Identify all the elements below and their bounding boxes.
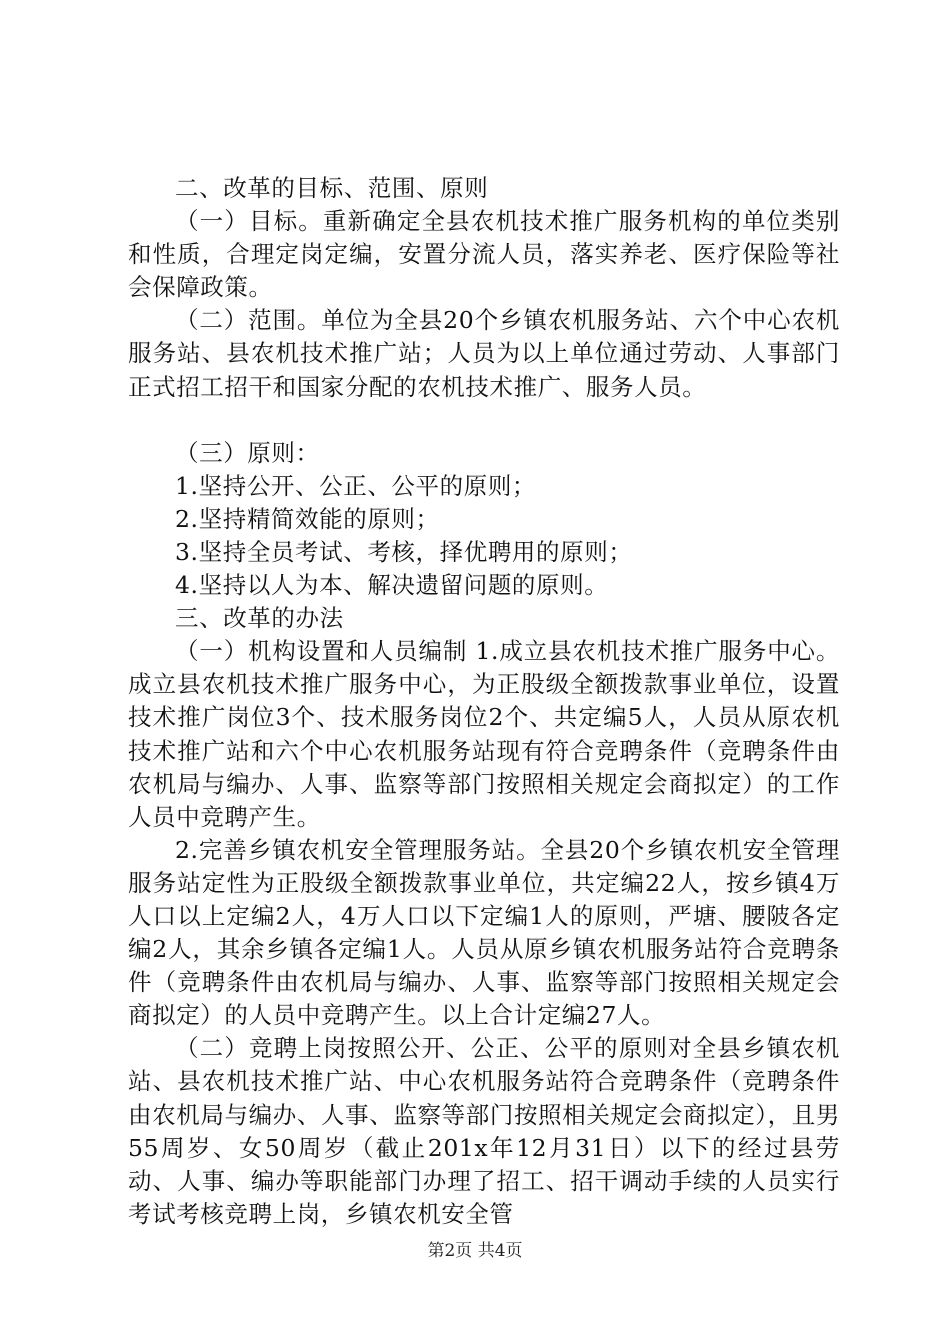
principle-item-2: 2.坚持精简效能的原则； [175,504,440,533]
principle-item-3: 3.坚持全员考试、考核，择优聘用的原则； [175,537,633,566]
page-number: 第2页 共4页 [427,1241,523,1261]
paragraph-organization: （一）机构设置和人员编制 1.成立县农机技术推广服务中心。成立县农机技术推广服务中心，为正股级全额拨款事业单位，设置技术推广岗位3个、技术服务岗位2个、共定编5人，人员从原农机技术推广站和六个中心农机服务站现有符合竞聘条件（竞聘条件由农机局与编办、人事、监察等部门按照相关规定会商拟定）的工作人员中竞聘产生。 [128,637,840,831]
principle-item-1: 1.坚持公开、公正、公平的原则； [175,471,537,500]
paragraph-township-stations: 2.完善乡镇农机安全管理服务站。全县20个乡镇农机安全管理服务站定性为正股级全额拨款事业单位，共定编22人，按乡镇4万人口以上定编2人，4万人口以下定编1人的原则，严塘、腰陂各定编2人，其余乡镇各定编1人。人员从原乡镇农机服务站符合竞聘条件（竞聘条件由农机局与编办、人事、监察等部门按照相关规定会商拟定）的人员中竞聘产生。以上合计定编27人。 [128,835,840,1030]
paragraph-principles-heading: （三）原则： [175,438,320,467]
section-heading-2: 二、改革的目标、范围、原则 [175,174,489,202]
page-footer [0,1240,950,1262]
paragraph-competitive-hiring: （二）竞聘上岗按照公开、公正、公平的原则对全县乡镇农机站、县农机技术推广站、中心农机服务站符合竞聘条件（竞聘条件由农机局与编办、人事、监察等部门按照相关规定会商拟定），且男55周岁、女50周岁（截止201x年12月31日）以下的经过县劳动、人事、编办等职能部门办理了招工、招干调动手续的人员实行考试考核竞聘上岗，乡镇农机安全管 [128,1034,840,1228]
paragraph-goal: （一）目标。重新确定全县农机技术推广服务机构的单位类别和性质，合理定岗定编，安置分流人员，落实养老、医疗保险等社会保障政策。 [128,207,840,302]
paragraph-scope: （二）范围。单位为全县20个乡镇农机服务站、六个中心农机服务站、县农机技术推广站；人员为以上单位通过劳动、人事部门正式招工招干和国家分配的农机技术推广、服务人员。 [128,306,840,401]
principle-item-4: 4.坚持以人为本、解决遗留问题的原则。 [175,571,609,600]
document-body [128,172,840,1231]
section-heading-3: 三、改革的办法 [175,604,344,633]
paragraph-gap [128,404,840,437]
